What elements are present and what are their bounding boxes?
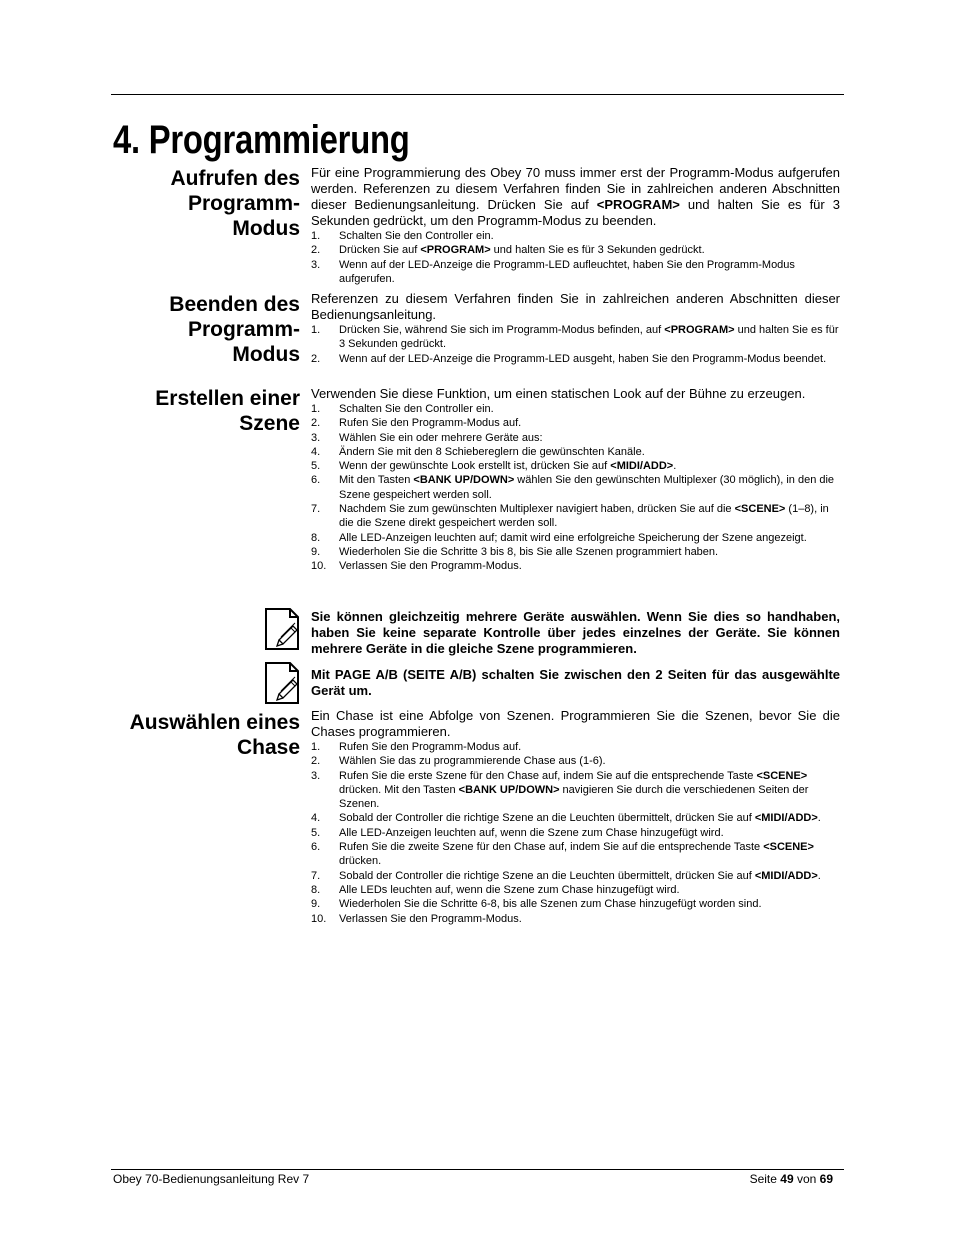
step-number: 3. <box>311 258 321 271</box>
text-run: Wenn auf der LED-Anzeige die Programm-LED aufleuchtet, haben Sie den Programm-Modus aufgerufen. <box>339 258 795 285</box>
text-run: Mit den Tasten <box>339 474 414 487</box>
section-heading <box>100 386 300 436</box>
text-run: Verlassen Sie den Programm-Modus. <box>339 560 522 573</box>
step-number: 2. <box>311 244 321 257</box>
heading-line: Erstellen einer <box>155 387 300 410</box>
footer-page-number <box>750 1172 833 1186</box>
bottom-rule <box>111 1169 844 1170</box>
text-run: und halten Sie es für 3 Sekunden gedrückt. <box>490 244 705 257</box>
key-label: <BANK UP/DOWN> <box>458 783 560 796</box>
section-intro <box>311 386 840 402</box>
step-number: 4. <box>311 445 321 458</box>
text-run: Alle LED-Anzeigen leuchten auf; damit wird eine erfolgreiche Speicherung der Szene angezeigt. <box>339 531 807 544</box>
text-run: Ein Chase ist eine Abfolge von Szenen. Programmieren Sie die Szenen, bevor Sie die Chases programmieren. <box>311 708 840 739</box>
section-intro <box>311 708 840 740</box>
step-number: 9. <box>311 545 321 558</box>
step-number: 8. <box>311 531 321 544</box>
text-run: Schalten Sie den Controller ein. <box>339 403 494 415</box>
step-number: 2. <box>311 417 321 430</box>
heading-line: Auswählen eines <box>129 711 300 734</box>
text-run: Rufen Sie die zweite Szene für den Chase auf, indem Sie auf die entsprechende Taste <box>339 841 764 854</box>
heading-line: Beenden des <box>169 293 300 316</box>
step-item <box>311 459 840 473</box>
text-run: Sobald der Controller die richtige Szene an die Leuchten übermittelt, drücken Sie auf <box>339 869 755 882</box>
step-item <box>311 740 840 754</box>
section-intro <box>311 165 840 229</box>
text-run: Schalten Sie den Controller ein. <box>339 230 494 242</box>
step-item <box>311 352 840 366</box>
heading-line: Programm- <box>187 318 300 341</box>
step-number: 1. <box>311 403 321 415</box>
step-item <box>311 897 840 911</box>
step-number: 6. <box>311 841 321 854</box>
page-current: 49 <box>780 1172 794 1186</box>
step-item <box>311 883 840 897</box>
step-number: 3. <box>311 431 321 444</box>
top-rule <box>111 94 844 95</box>
note-text: Sie können gleichzeitig mehrere Geräte auswählen. Wenn Sie dies so handhaben, haben Sie keine separate Kontrolle über jedes einzelnes der Geräte. Sie können mehrere Geräte in die gleiche Szene programmieren. <box>311 609 840 656</box>
section-body <box>311 708 840 926</box>
section-heading <box>100 292 300 367</box>
step-item <box>311 912 840 926</box>
text-run: Verwenden Sie diese Funktion, um einen statischen Look auf der Bühne zu erzeugen. <box>311 386 806 401</box>
step-number: 6. <box>311 474 321 487</box>
key-label: <SCENE> <box>734 503 786 516</box>
section-intro <box>311 291 840 323</box>
text-run: Für eine Programmierung des Obey 70 muss immer erst der Programm-Modus aufgerufen werden. Referenzen zu diesem Verfahren finden Sie in zahlreichen anderen Abschnitten dieser Bedienungsanleitung. Drücken Sie auf <box>311 165 840 212</box>
step-item <box>311 545 840 559</box>
step-number: 9. <box>311 898 321 911</box>
text-run: Rufen Sie den Programm-Modus auf. <box>339 417 522 430</box>
step-list <box>311 740 840 926</box>
step-number: 1. <box>311 324 321 336</box>
step-number: 7. <box>311 869 321 882</box>
text-run: wählen Sie den gewünschten Multiplexer (30 möglich), in den die Szene gespeichert werden soll. <box>339 474 835 501</box>
text-run: Rufen Sie den Programm-Modus auf. <box>339 741 522 753</box>
text-run: Wenn der gewünschte Look erstellt ist, drücken Sie auf <box>339 460 611 473</box>
step-number: 2. <box>311 352 321 365</box>
key-label: <MIDI/ADD> <box>754 812 818 825</box>
text-run: Wählen Sie das zu programmierende Chase aus (1-6). <box>339 755 606 768</box>
footer-doc-title: Obey 70-Bedienungsanleitung Rev 7 <box>113 1172 310 1186</box>
step-item <box>311 754 840 768</box>
section-heading <box>100 710 300 760</box>
step-item <box>311 559 840 573</box>
text-run: Rufen Sie die erste Szene für den Chase auf, indem Sie auf die entsprechende Taste <box>339 769 757 782</box>
section-body <box>311 386 840 574</box>
text-run: Alle LED-Anzeigen leuchten auf, wenn die Szene zum Chase hinzugefügt wird. <box>339 826 724 839</box>
text-run: und halten Sie es für 3 Sekunden gedrückt, um den Programm-Modus zu beenden. <box>311 197 840 228</box>
step-item <box>311 811 840 825</box>
key-label: <MIDI/ADD> <box>754 869 818 882</box>
step-item <box>311 445 840 459</box>
step-item <box>311 531 840 545</box>
text-run: Referenzen zu diesem Verfahren finden Sie in zahlreichen anderen Abschnitten dieser Bedienungsanleitung. <box>311 291 840 322</box>
key-label: <SCENE> <box>763 841 814 854</box>
step-item <box>311 840 840 869</box>
heading-line: Modus <box>232 217 300 240</box>
text-run: Verlassen Sie den Programm-Modus. <box>339 912 522 925</box>
text-run: navigieren Sie durch die verschiedenen Seiten der Szenen. <box>339 783 809 811</box>
step-number: 4. <box>311 812 321 825</box>
page-total: 69 <box>819 1172 833 1186</box>
key-label: <SCENE> <box>756 769 808 782</box>
section-heading <box>100 166 300 241</box>
step-number: 7. <box>311 503 321 516</box>
note-pencil-icon <box>264 661 300 705</box>
step-item <box>311 869 840 883</box>
step-number: 8. <box>311 883 321 896</box>
key-label: <MIDI/ADD> <box>610 460 674 473</box>
step-item <box>311 826 840 840</box>
step-number: 1. <box>311 741 321 753</box>
heading-line: Szene <box>239 412 300 435</box>
note-pencil-icon <box>264 607 300 651</box>
text-run: Wiederholen Sie die Schritte 3 bis 8, bis Sie alle Szenen programmiert haben. <box>339 545 719 558</box>
key-label: <PROGRAM> <box>664 324 735 336</box>
text-run: Alle LEDs leuchten auf, wenn die Szene zum Chase hinzugefügt wird. <box>339 883 680 896</box>
step-list <box>311 229 840 286</box>
step-item <box>311 473 840 502</box>
text-run: . <box>673 460 677 473</box>
text-run: drücken. Mit den Tasten <box>339 783 459 796</box>
step-item <box>311 416 840 430</box>
step-item <box>311 229 840 243</box>
text-run: . <box>817 869 821 882</box>
section-body <box>311 291 840 366</box>
heading-line: Programm- <box>187 192 300 215</box>
step-number: 3. <box>311 769 321 782</box>
text-run: Wiederholen Sie die Schritte 6-8, bis alle Szenen zum Chase hinzugefügt worden sind. <box>339 898 762 911</box>
text-run: und halten Sie es für 3 Sekunden gedrückt. <box>339 324 839 351</box>
step-item <box>311 402 840 416</box>
step-number: 1. <box>311 230 321 242</box>
heading-line: Chase <box>236 736 300 759</box>
step-item <box>311 243 840 257</box>
step-number: 5. <box>311 826 321 839</box>
text-run: Drücken Sie auf <box>339 244 421 257</box>
step-list <box>311 402 840 574</box>
text-run: (1–8), in die die Szene direkt gespeichert werden soll. <box>339 503 829 530</box>
text-run: Nachdem Sie zum gewünschten Multiplexer navigiert haben, drücken Sie auf die <box>339 503 735 516</box>
text-run: Ändern Sie mit den 8 Schiebereglern die gewünschten Kanäle. <box>339 445 645 458</box>
text-run: Sobald der Controller die richtige Szene an die Leuchten übermittelt, drücken Sie auf <box>339 812 755 825</box>
step-item <box>311 769 840 812</box>
note-text: Mit PAGE A/B (SEITE A/B) schalten Sie zwischen den 2 Seiten für das ausgewählte Gerät um. <box>311 667 840 698</box>
text-run: Drücken Sie, während Sie sich im Programm-Modus befinden, auf <box>339 324 665 336</box>
step-list <box>311 323 840 366</box>
section-body <box>311 165 840 286</box>
key-label: <BANK UP/DOWN> <box>413 474 515 487</box>
step-number: 10. <box>311 912 327 925</box>
key-label: <PROGRAM> <box>420 244 491 257</box>
text-run: Wählen Sie ein oder mehrere Geräte aus: <box>339 431 543 444</box>
page-mid: von <box>793 1172 820 1186</box>
step-item <box>311 323 840 352</box>
page-prefix: Seite <box>749 1172 781 1186</box>
step-item <box>311 502 840 531</box>
step-number: 10. <box>311 560 327 573</box>
heading-line: Modus <box>232 343 300 366</box>
step-number: 2. <box>311 755 321 768</box>
chapter-title: 4. Programmierung <box>113 118 410 162</box>
heading-line: Aufrufen des <box>170 167 300 190</box>
key-label: <PROGRAM> <box>596 197 680 212</box>
text-run: Wenn auf der LED-Anzeige die Programm-LED ausgeht, haben Sie den Programm-Modus beendet. <box>339 352 827 365</box>
step-item <box>311 431 840 445</box>
step-item <box>311 258 840 287</box>
step-number: 5. <box>311 460 321 473</box>
text-run: . <box>817 812 821 825</box>
text-run: drücken. <box>339 855 382 868</box>
